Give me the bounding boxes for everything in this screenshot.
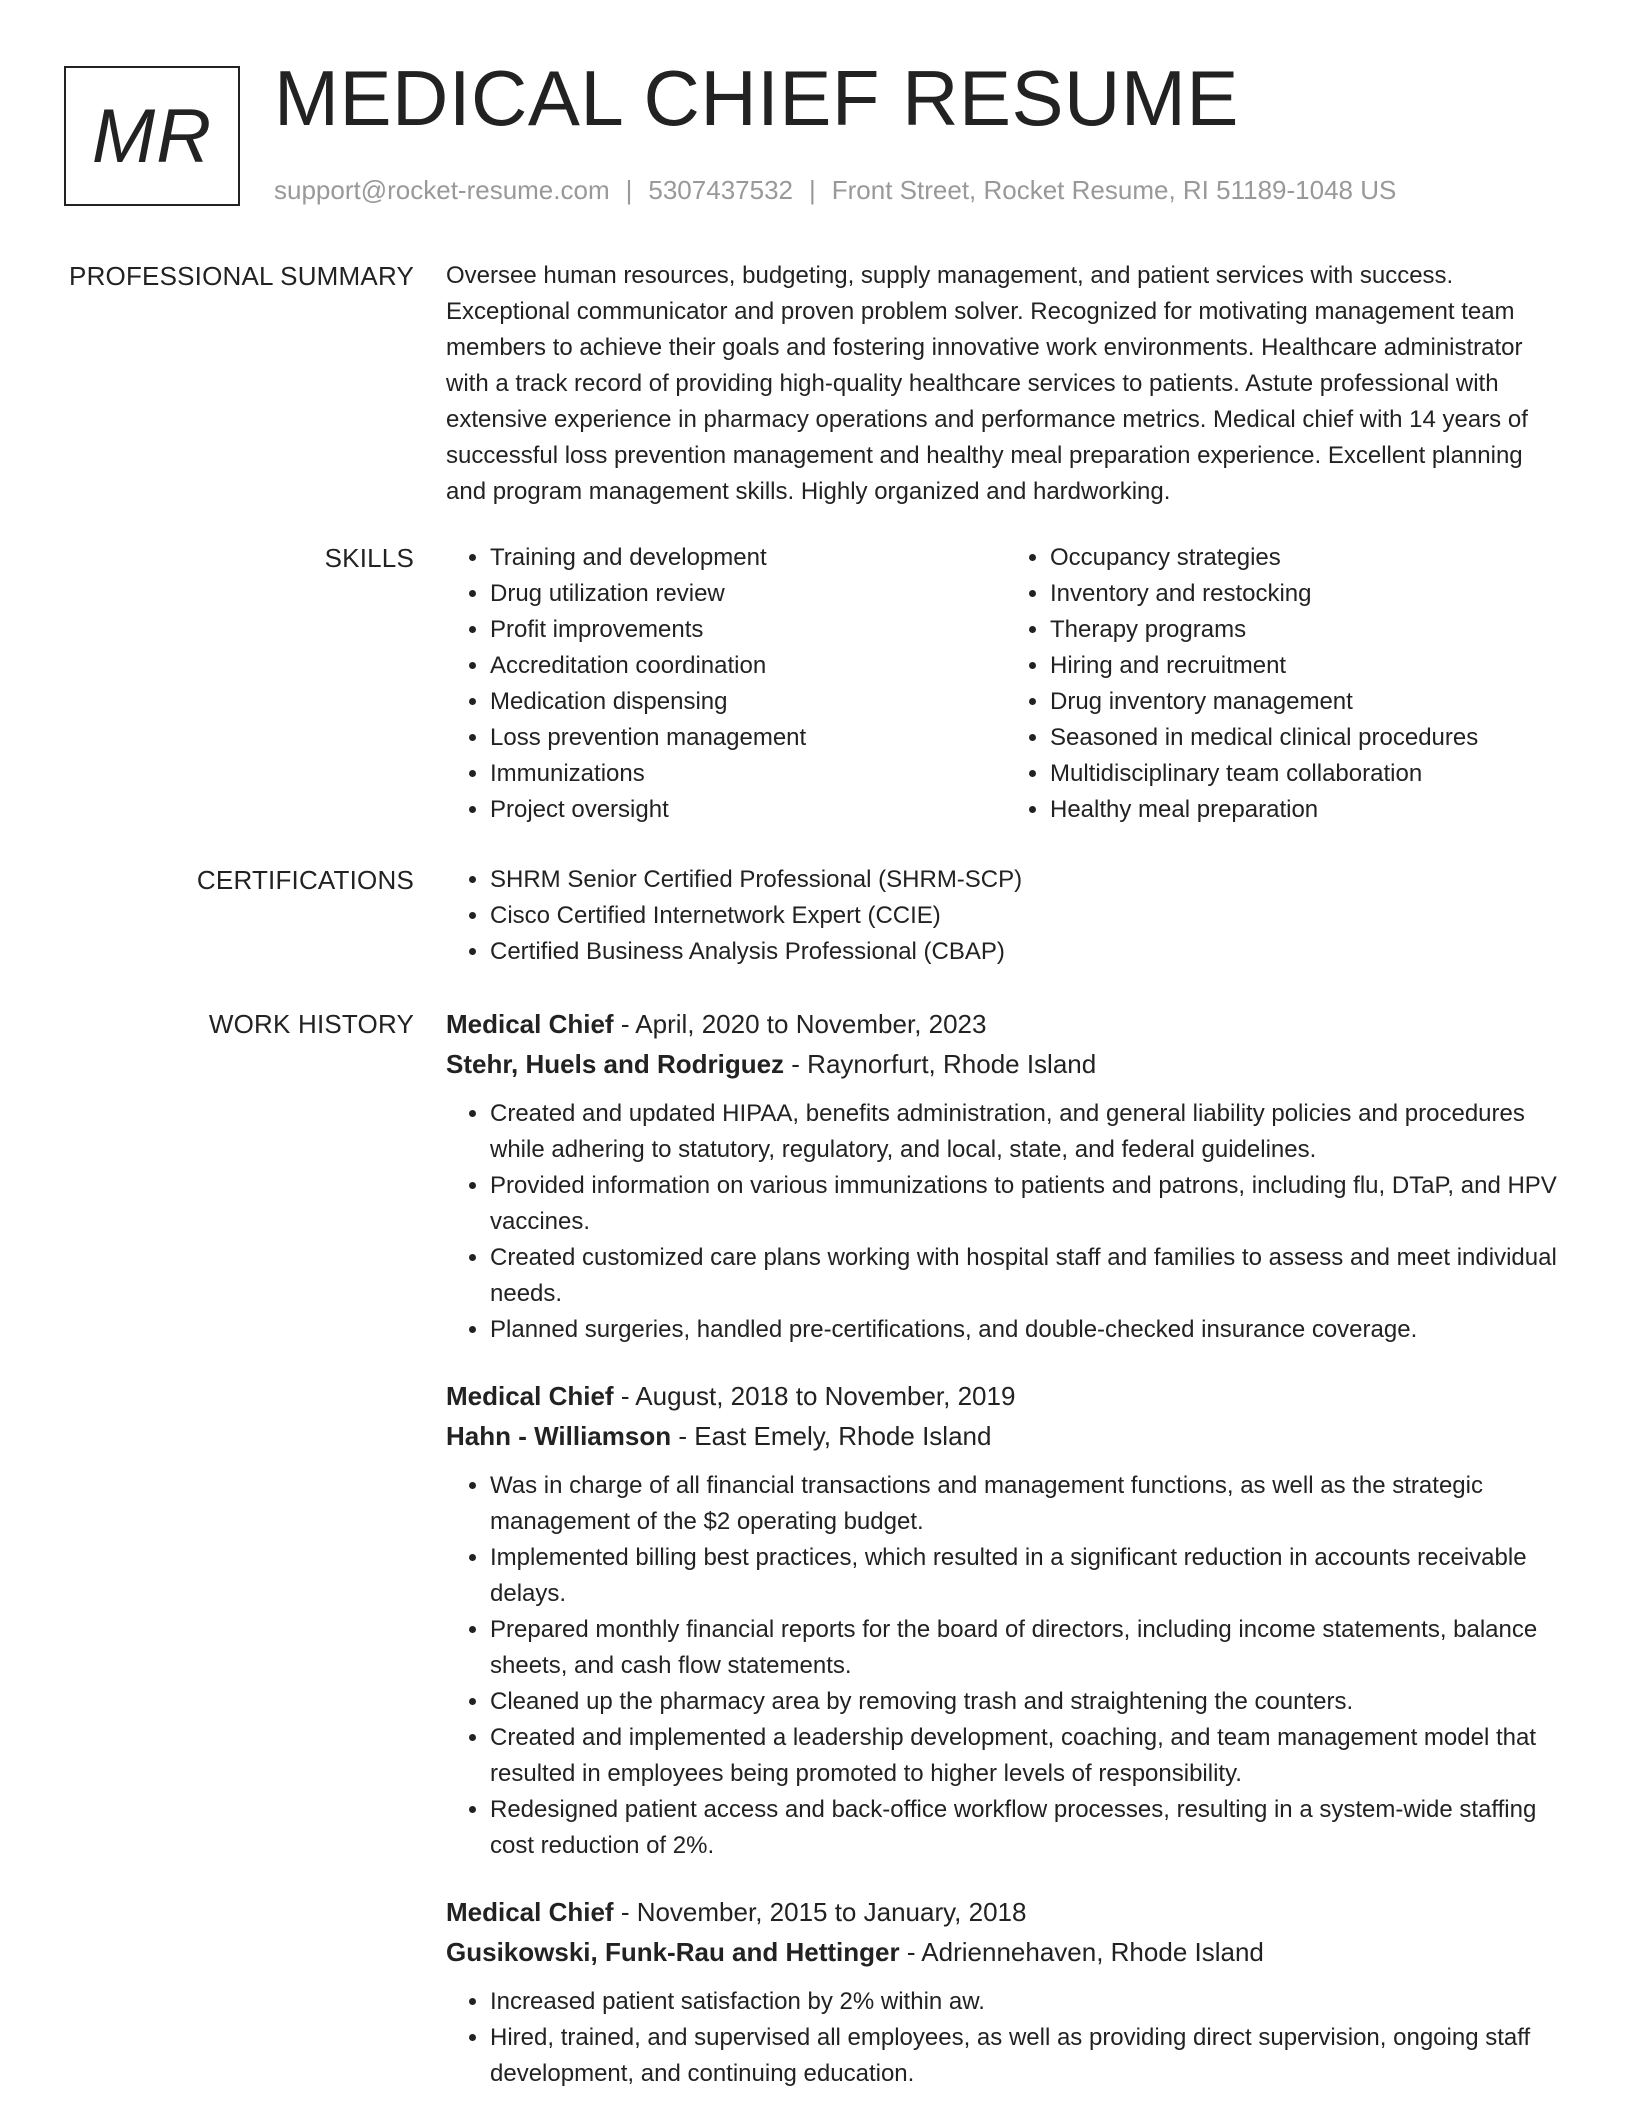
job-company: Hahn - Williamson [446, 1421, 672, 1451]
skill-item: • Multidisciplinary team collaboration [1050, 756, 1566, 792]
certifications-list [446, 862, 1566, 970]
job-bullet: • Increased patient satisfaction by 2% within aw. [490, 1984, 1566, 2020]
skill-item: • Profit improvements [490, 612, 1006, 648]
contact-email[interactable]: support@rocket-resume.com [274, 175, 610, 205]
skill-item: • Loss prevention management [490, 720, 1006, 756]
contact-phone[interactable]: 5307437532 [648, 175, 793, 205]
job-company-line [446, 1416, 1566, 1456]
job-entry [446, 1892, 1566, 2092]
job-location: - Raynorfurt, Rhode Island [784, 1049, 1097, 1079]
summary-heading: PROFESSIONAL SUMMARY [69, 261, 414, 291]
job-bullet: • Planned surgeries, handled pre-certifications, and double-checked insurance coverage. [490, 1312, 1566, 1348]
job-dates: - November, 2015 to January, 2018 [613, 1897, 1027, 1927]
job-bullet: • Created and implemented a leadership development, coaching, and team management model that resulted in employees being promoted to higher levels of responsibility. [490, 1720, 1566, 1792]
job-dates: - April, 2020 to November, 2023 [613, 1009, 987, 1039]
job-bullet: • Implemented billing best practices, which resulted in a significant reduction in accounts receivable delays. [490, 1540, 1566, 1612]
job-bullets [446, 1984, 1566, 2092]
job-title: Medical Chief [446, 1897, 614, 1927]
skill-item: • Drug inventory management [1050, 684, 1566, 720]
job-title-line [446, 1892, 1566, 1932]
skill-item: • Accreditation coordination [490, 648, 1006, 684]
job-bullets [446, 1096, 1566, 1348]
job-entry [446, 1376, 1566, 1864]
job-entry [446, 1004, 1566, 1348]
skill-item: • Immunizations [490, 756, 1006, 792]
skill-item: • Seasoned in medical clinical procedures [1050, 720, 1566, 756]
skills-heading: SKILLS [324, 543, 414, 573]
skill-item: • Therapy programs [1050, 612, 1566, 648]
work-history-heading: WORK HISTORY [208, 1009, 414, 1039]
resume-title: MEDICAL CHIEF RESUME [274, 54, 1239, 142]
job-bullet: • Created customized care plans working with hospital staff and families to assess and meet individual needs. [490, 1240, 1566, 1312]
jobs-list [446, 1004, 1566, 2120]
certifications-heading: CERTIFICATIONS [196, 865, 414, 895]
certification-item: • Cisco Certified Internetwork Expert (CCIE) [490, 898, 1566, 934]
skill-item: • Hiring and recruitment [1050, 648, 1566, 684]
job-bullet: • Cleaned up the pharmacy area by removing trash and straightening the counters. [490, 1684, 1566, 1720]
job-dates: - August, 2018 to November, 2019 [613, 1381, 1016, 1411]
job-company-line [446, 1932, 1566, 1972]
job-bullet: • Was in charge of all financial transactions and management functions, as well as the strategic management of the $2 operating budget. [490, 1468, 1566, 1540]
job-title: Medical Chief [446, 1009, 614, 1039]
skills-list-left [446, 540, 1006, 828]
skills-list-right [1006, 540, 1566, 828]
job-bullet: • Prepared monthly financial reports for the board of directors, including income statements, balance sheets, and cash flow statements. [490, 1612, 1566, 1684]
job-bullet: • Hired, trained, and supervised all employees, as well as providing direct supervision, ongoing staff development, and continuing education. [490, 2020, 1566, 2092]
summary-text: Oversee human resources, budgeting, supply management, and patient services with success. Exceptional communicator and proven problem solver. Recognized for motivating management team members to achieve their goals and fostering innovative work environments. Healthcare administrator with a track record of providing high-quality healthcare services to patients. Astute professional with extensive experience in pharmacy operations and performance metrics. Medical chief with 14 years of successful loss prevention management and healthy meal preparation experience. Excellent planning and program management skills. Highly organized and hardworking. [446, 262, 1528, 505]
job-bullet: • Provided information on various immunizations to patients and patrons, including flu, DTaP, and HPV vaccines. [490, 1168, 1566, 1240]
job-company-line [446, 1044, 1566, 1084]
skill-item: • Medication dispensing [490, 684, 1006, 720]
job-bullet: • Redesigned patient access and back-office workflow processes, resulting in a system-wide staffing cost reduction of 2%. [490, 1792, 1566, 1864]
skill-item: • Healthy meal preparation [1050, 792, 1566, 828]
job-location: - East Emely, Rhode Island [671, 1421, 992, 1451]
job-bullet: • Created and updated HIPAA, benefits administration, and general liability policies and procedures while adhering to statutory, regulatory, and local, state, and federal guidelines. [490, 1096, 1566, 1168]
skill-item: • Occupancy strategies [1050, 540, 1566, 576]
skill-item: • Drug utilization review [490, 576, 1006, 612]
skill-item: • Training and development [490, 540, 1006, 576]
job-title: Medical Chief [446, 1381, 614, 1411]
skill-item: • Project oversight [490, 792, 1006, 828]
certification-item: • SHRM Senior Certified Professional (SHRM-SCP) [490, 862, 1566, 898]
certification-item: • Certified Business Analysis Professional (CBAP) [490, 934, 1566, 970]
job-title-line [446, 1004, 1566, 1044]
contact-separator: | [625, 175, 633, 205]
job-title-line [446, 1376, 1566, 1416]
monogram-logo: MR [64, 66, 240, 206]
job-bullets [446, 1468, 1566, 1864]
contact-separator: | [809, 175, 816, 205]
skill-item: • Inventory and restocking [1050, 576, 1566, 612]
contact-line [274, 175, 1396, 206]
job-company: Stehr, Huels and Rodriguez [446, 1049, 785, 1079]
contact-address: Front Street, Rocket Resume, RI 51189-1048 US [831, 175, 1397, 205]
job-location: - Adriennehaven, Rhode Island [899, 1937, 1264, 1967]
job-company: Gusikowski, Funk-Rau and Hettinger [446, 1937, 900, 1967]
